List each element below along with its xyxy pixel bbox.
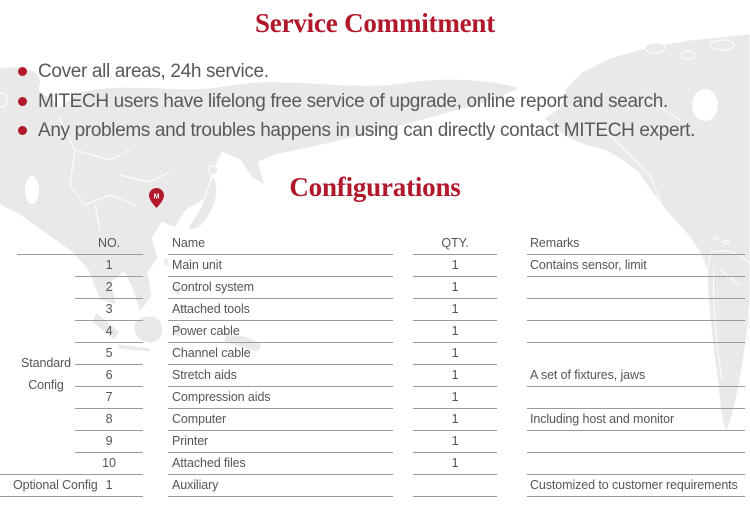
cell-remarks xyxy=(527,299,745,321)
table-row-optional xyxy=(0,475,750,497)
cell-remarks: Including host and monitor xyxy=(527,409,745,431)
cell-qty: 1 xyxy=(413,255,497,277)
group-label-standard-line1: Standard xyxy=(21,356,71,370)
cell-remarks xyxy=(527,453,745,475)
cell-name: Compression aids xyxy=(168,387,393,409)
bullet-item xyxy=(18,62,738,81)
table-row xyxy=(0,343,750,365)
config-table xyxy=(0,233,750,497)
cell-no: 2 xyxy=(75,277,143,299)
cell-qty xyxy=(413,475,497,497)
cell-no: 4 xyxy=(75,321,143,343)
header-name: Name xyxy=(168,233,393,255)
cell-name: Power cable xyxy=(168,321,393,343)
cell-name: Computer xyxy=(168,409,393,431)
cell-name: Attached tools xyxy=(168,299,393,321)
cell-qty: 1 xyxy=(413,299,497,321)
header-qty: QTY. xyxy=(413,233,497,255)
cell-no: 9 xyxy=(75,431,143,453)
cell-qty: 1 xyxy=(413,409,497,431)
cell-remarks xyxy=(527,277,745,299)
bullet-text: Cover all areas, 24h service. xyxy=(38,61,269,82)
cell-qty: 1 xyxy=(413,343,497,365)
cell-no xyxy=(0,453,143,475)
group-label-standard-line2: Config xyxy=(28,378,64,392)
cell-no: 8 xyxy=(75,409,143,431)
header-remarks: Remarks xyxy=(527,233,745,255)
header-no-cell xyxy=(17,233,143,255)
cell-name: Main unit xyxy=(168,255,393,277)
cell-qty: 1 xyxy=(413,431,497,453)
cell-remarks xyxy=(527,387,745,409)
cell-remarks: A set of fixtures, jaws xyxy=(527,365,745,387)
table-row xyxy=(0,387,750,409)
bullet-dot-icon xyxy=(18,67,27,76)
configurations-title: Configurations xyxy=(289,172,461,202)
bullet-item xyxy=(18,92,738,111)
table-row xyxy=(0,453,750,475)
cell-name: Printer xyxy=(168,431,393,453)
cell-qty: 1 xyxy=(413,277,497,299)
table-row xyxy=(0,431,750,453)
bullet-dot-icon xyxy=(18,97,27,106)
cell-no: 1 xyxy=(75,255,143,277)
service-commitment-title: Service Commitment xyxy=(254,8,496,38)
cell-qty: 1 xyxy=(413,387,497,409)
cell-no: 6 xyxy=(75,365,143,387)
table-row xyxy=(0,299,750,321)
cell-no-value: 10 xyxy=(102,456,116,470)
cell-name: Channel cable xyxy=(168,343,393,365)
cell-qty: 1 xyxy=(413,365,497,387)
cell-name: Stretch aids xyxy=(168,365,393,387)
bullet-dot-icon xyxy=(18,126,27,135)
cell-qty: 1 xyxy=(413,453,497,475)
cell-no-value: 1 xyxy=(105,478,113,492)
table-row xyxy=(0,255,750,277)
header-no: NO. xyxy=(98,236,120,250)
svg-text:M: M xyxy=(153,193,160,201)
table-header-row xyxy=(0,233,750,255)
group-label-standard xyxy=(0,352,92,396)
bullet-text: MITECH users have lifelong free service of upgrade, online report and search. xyxy=(38,90,668,112)
group-label-optional: Optional Config xyxy=(13,478,98,492)
bullet-list xyxy=(18,62,738,151)
cell-remarks: Contains sensor, limit xyxy=(527,255,745,277)
table-row xyxy=(0,321,750,343)
cell-name: Auxiliary xyxy=(168,475,393,497)
cell-no: 3 xyxy=(75,299,143,321)
table-row xyxy=(0,409,750,431)
cell-no xyxy=(0,475,143,497)
cell-remarks: Customized to customer requirements xyxy=(527,475,745,497)
cell-no: 5 xyxy=(75,343,143,365)
cell-remarks xyxy=(527,431,745,453)
bullet-text: Any problems and troubles happens in using can directly contact MITECH expert. xyxy=(38,120,696,141)
cell-remarks xyxy=(527,321,745,343)
table-row xyxy=(0,365,750,387)
bullet-item xyxy=(18,121,738,140)
cell-name: Attached files xyxy=(168,453,393,475)
cell-remarks xyxy=(527,343,745,365)
table-row xyxy=(0,277,750,299)
cell-no: 7 xyxy=(75,387,143,409)
cell-qty: 1 xyxy=(413,321,497,343)
cell-name: Control system xyxy=(168,277,393,299)
